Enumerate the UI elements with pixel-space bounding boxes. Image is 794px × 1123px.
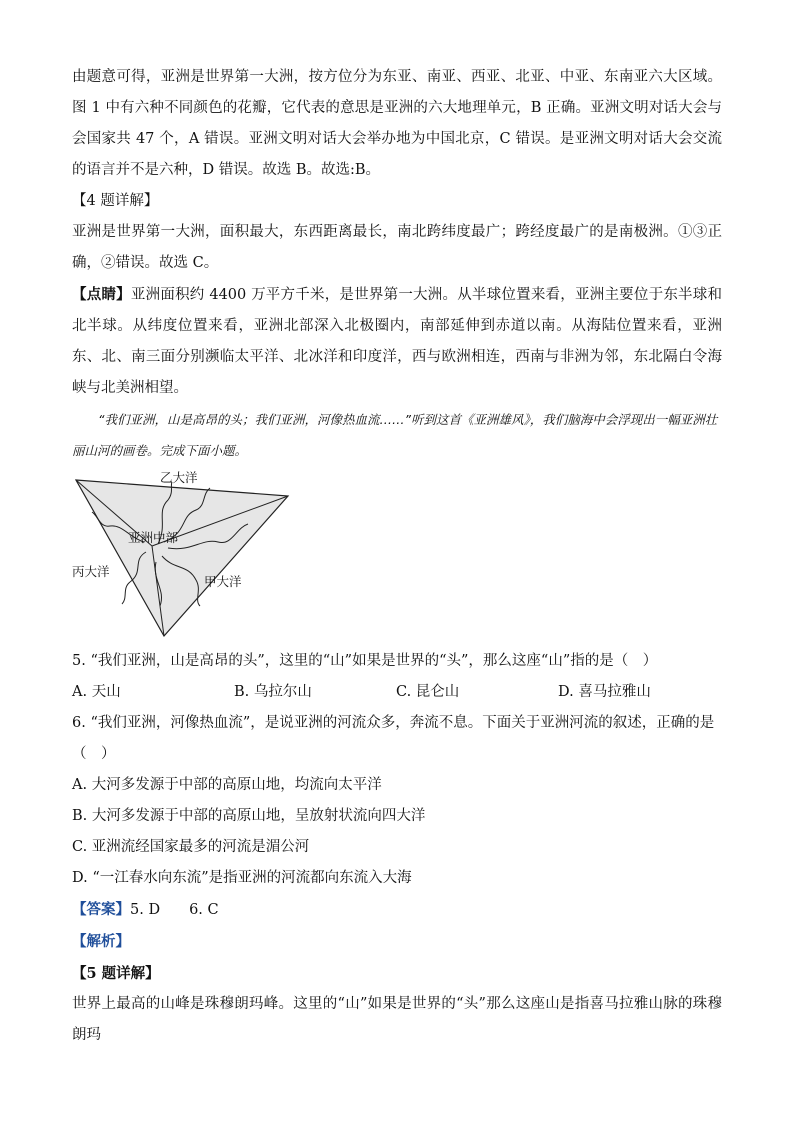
q6-option-d[interactable]: D. “一江春水向东流”是指亚洲的河流都向东流入大海 bbox=[72, 870, 412, 886]
answer-tag: 【答案】 bbox=[72, 901, 130, 918]
dianjing-paragraph bbox=[72, 279, 722, 404]
q4-heading: 【4 题详解】 bbox=[72, 193, 159, 209]
q5-detail-body: 世界上最高的山峰是珠穆朗玛峰。这里的“山”如果是世界的“头”那么这座山是指喜马拉雅山脉的珠穆朗玛 bbox=[72, 996, 722, 1043]
q6-option-c[interactable]: C. 亚洲流经国家最多的河流是湄公河 bbox=[72, 839, 310, 855]
q5-options bbox=[72, 677, 722, 708]
q6-option-b[interactable]: B. 大河多发源于中部的高原山地，呈放射状流向四大洋 bbox=[72, 808, 426, 824]
q5-option-c[interactable]: C. 昆仑山 bbox=[396, 684, 460, 700]
poem-intro: “我们亚洲，山是高昂的头；我们亚洲，河像热血流……”听到这首《亚洲雄风》，我们脑海中会浮现出一幅亚洲壮丽山河的画卷。完成下面小题。 bbox=[72, 412, 718, 458]
analysis-tag: 【解析】 bbox=[72, 933, 130, 950]
asia-river-figure bbox=[72, 472, 302, 642]
label-yi-ocean: 乙大洋 bbox=[160, 470, 198, 485]
q5-option-d[interactable]: D. 喜马拉雅山 bbox=[558, 684, 651, 700]
label-asia-center: 亚洲中部 bbox=[128, 530, 179, 545]
q5-detail-heading: 【5 题详解】 bbox=[72, 965, 160, 982]
label-bing-ocean: 丙大洋 bbox=[72, 564, 110, 579]
q5-option-b[interactable]: B. 乌拉尔山 bbox=[234, 684, 312, 700]
dianjing-tag: 【点睛】 bbox=[72, 286, 131, 303]
q6-options bbox=[72, 770, 722, 894]
q6-option-a[interactable]: A. 大河多发源于中部的高原山地，均流向太平洋 bbox=[72, 777, 382, 793]
explanation-paragraph: 由题意可得，亚洲是世界第一大洲，按方位分为东亚、南亚、西亚、北亚、中亚、东南亚六大区域。图 1 中有六种不同颜色的花瓣，它代表的意思是亚洲的六大地理单元，B 正确。亚洲文明对话大会与会国家共 47 个，A 错误。亚洲文明对话大会举办地为中国北京，C 错误。是亚洲文明对话大会交流的语言并不是六种，D 错误。故选 B。故选:B。 bbox=[72, 69, 722, 178]
dianjing-body: 亚洲面积约 4400 万平方千米，是世界第一大洲。从半球位置来看，亚洲主要位于东半球和北半球。从纬度位置来看，亚洲北部深入北极圈内，南部延伸到赤道以南。从海陆位置来看，亚洲东、北、南三面分别濒临太平洋、北冰洋和印度洋，西与欧洲相连，西南与非洲为邻，东北隔白令海峡与北美洲相望。 bbox=[72, 287, 723, 396]
asia-triangle-diagram bbox=[72, 472, 302, 642]
answer-body: 5. D 6. C bbox=[130, 902, 219, 918]
document-page bbox=[72, 62, 722, 1051]
q5-option-a[interactable]: A. 天山 bbox=[72, 684, 121, 700]
q4-body: 亚洲是世界第一大洲，面积最大，东西距离最长，南北跨纬度最广；跨经度最广的是南极洲。①③正确，②错误。故选 C。 bbox=[72, 224, 722, 271]
label-jia-ocean: 甲大洋 bbox=[204, 574, 242, 589]
answer-line bbox=[72, 894, 722, 926]
q6-stem: 6. “我们亚洲，河像热血流”，是说亚洲的河流众多，奔流不息。下面关于亚洲河流的叙述，正确的是（ ） bbox=[72, 715, 715, 762]
q5-stem: 5. “我们亚洲，山是高昂的头”，这里的“山”如果是世界的“头”，那么这座“山”指的是（ ） bbox=[72, 653, 658, 669]
